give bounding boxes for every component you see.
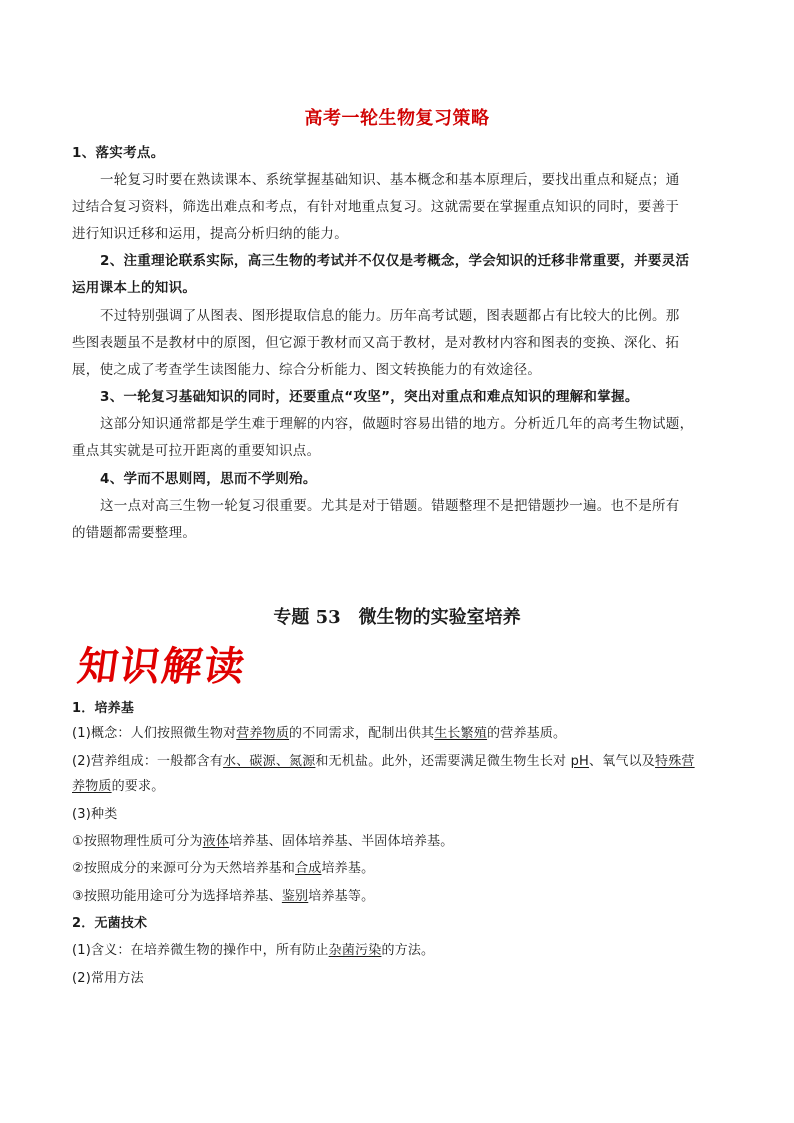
composition-text: (2)营养组成：一般都含有 <box>72 754 224 769</box>
concept-text: (1)概念：人们按照微生物对 <box>72 726 237 741</box>
strategy-heading-4: 4、学而不思则罔，思而不学则殆。 <box>100 471 317 487</box>
strategy-heading-2-line-2: 运用课本上的知识。 <box>72 280 197 296</box>
knowledge-banner: 知识解读 <box>74 643 250 690</box>
meaning-text: 的方法。 <box>381 943 435 958</box>
kind-text: 培养基等。 <box>308 889 375 904</box>
strategy-paragraph-4-line-2: 的错题都需要整理。 <box>72 525 197 541</box>
kind-text: ②按照成分的来源可分为天然培养基和 <box>72 861 296 876</box>
strategy-heading-2-line-1: 2、注重理论联系实际，高三生物的考试并不仅仅是考概念，学会知识的迁移非常重要，并要灵活 <box>100 253 690 269</box>
strategy-paragraph-4-line-1: 这一点对高三生物一轮复习很重要。尤其是对于错题。错题整理不是把错题抄一遍。也不是所有 <box>100 498 680 514</box>
strategy-title: 高考一轮生物复习策略 <box>304 108 490 129</box>
concept-underlined-nutrients: 营养物质 <box>236 726 290 741</box>
strategy-paragraph-2-line-1: 不过特别强调了从图表、图形提取信息的能力。历年高考试题，图表题都占有比较大的比例。那 <box>100 308 680 324</box>
composition-underlined-ph: pH <box>570 754 589 769</box>
concept-underlined-growth: 生长繁殖 <box>434 726 488 741</box>
meaning-text: (1)含义：在培养微生物的操作中，所有防止 <box>72 943 329 958</box>
section-2-heading: 2．无菌技术 <box>72 916 148 931</box>
meaning-underlined-contamination: 杂菌污染 <box>328 943 382 958</box>
section-1-heading: 1．培养基 <box>72 701 135 716</box>
culture-medium-concept <box>72 724 732 744</box>
composition-text: 、氧气以及 <box>589 754 656 769</box>
strategy-heading-1: 1、落实考点。 <box>72 145 165 161</box>
kind-function <box>72 887 732 907</box>
composition-underlined-special-2: 养物质 <box>72 779 112 794</box>
topic-title: 专题 53 微生物的实验室培养 <box>273 607 521 628</box>
strategy-paragraph-1-line-3: 进行知识迁移和运用，提高分析归纳的能力。 <box>72 226 348 242</box>
strategy-paragraph-3-line-2: 重点其实就是可拉开距离的重要知识点。 <box>72 443 321 459</box>
aseptic-methods: (2)常用方法 <box>72 971 144 986</box>
kind-text: 培养基、固体培养基、半固体培养基。 <box>229 834 454 849</box>
concept-text: 的营养基质。 <box>487 726 567 741</box>
concept-text: 的不同需求，配制出供其 <box>289 726 435 741</box>
culture-medium-kinds: (3)种类 <box>72 807 118 822</box>
kind-physical <box>72 832 732 852</box>
strategy-paragraph-3-line-1: 这部分知识通常都是学生难于理解的内容，做题时容易出错的地方。分析近几年的高考生物试题， <box>100 416 694 432</box>
composition-text: 的要求。 <box>111 779 165 794</box>
kind-text: 培养基。 <box>321 861 375 876</box>
kind-source <box>72 859 732 879</box>
strategy-paragraph-1-line-2: 过结合复习资料，筛选出难点和考点，有针对地重点复习。这就需要在掌握重点知识的同时，要善于 <box>72 199 680 215</box>
aseptic-meaning <box>72 941 732 961</box>
strategy-paragraph-1-line-1: 一轮复习时要在熟读课本、系统掌握基础知识、基本概念和基本原理后，要找出重点和疑点；通 <box>100 172 680 188</box>
kind-text: ①按照物理性质可分为 <box>72 834 203 849</box>
strategy-paragraph-2-line-3: 展，使之成了考查学生读图能力、综合分析能力、图文转换能力的有效途径。 <box>72 362 542 378</box>
strategy-paragraph-2-line-2: 些图表题虽不是教材中的原图，但它源于教材而又高于教材，是对教材内容和图表的变换、深化、拓 <box>72 335 680 351</box>
kind-underlined-liquid: 液体 <box>202 834 230 849</box>
kind-text: ③按照功能用途可分为选择培养基、 <box>72 889 282 904</box>
composition-underlined-special: 特殊营 <box>655 754 695 769</box>
culture-medium-composition-line-2 <box>72 777 732 797</box>
composition-text: 和无机盐。此外，还需要满足微生物生长对 <box>315 754 571 769</box>
kind-underlined-synthetic: 合成 <box>295 861 322 876</box>
strategy-heading-3: 3、一轮复习基础知识的同时，还要重点“攻坚”，突出对重点和难点知识的理解和掌握。 <box>100 389 639 405</box>
kind-underlined-identification: 鉴别 <box>281 889 309 904</box>
composition-underlined-sources: 水、碳源、氮源 <box>223 754 316 769</box>
culture-medium-composition-line-1 <box>72 752 732 772</box>
